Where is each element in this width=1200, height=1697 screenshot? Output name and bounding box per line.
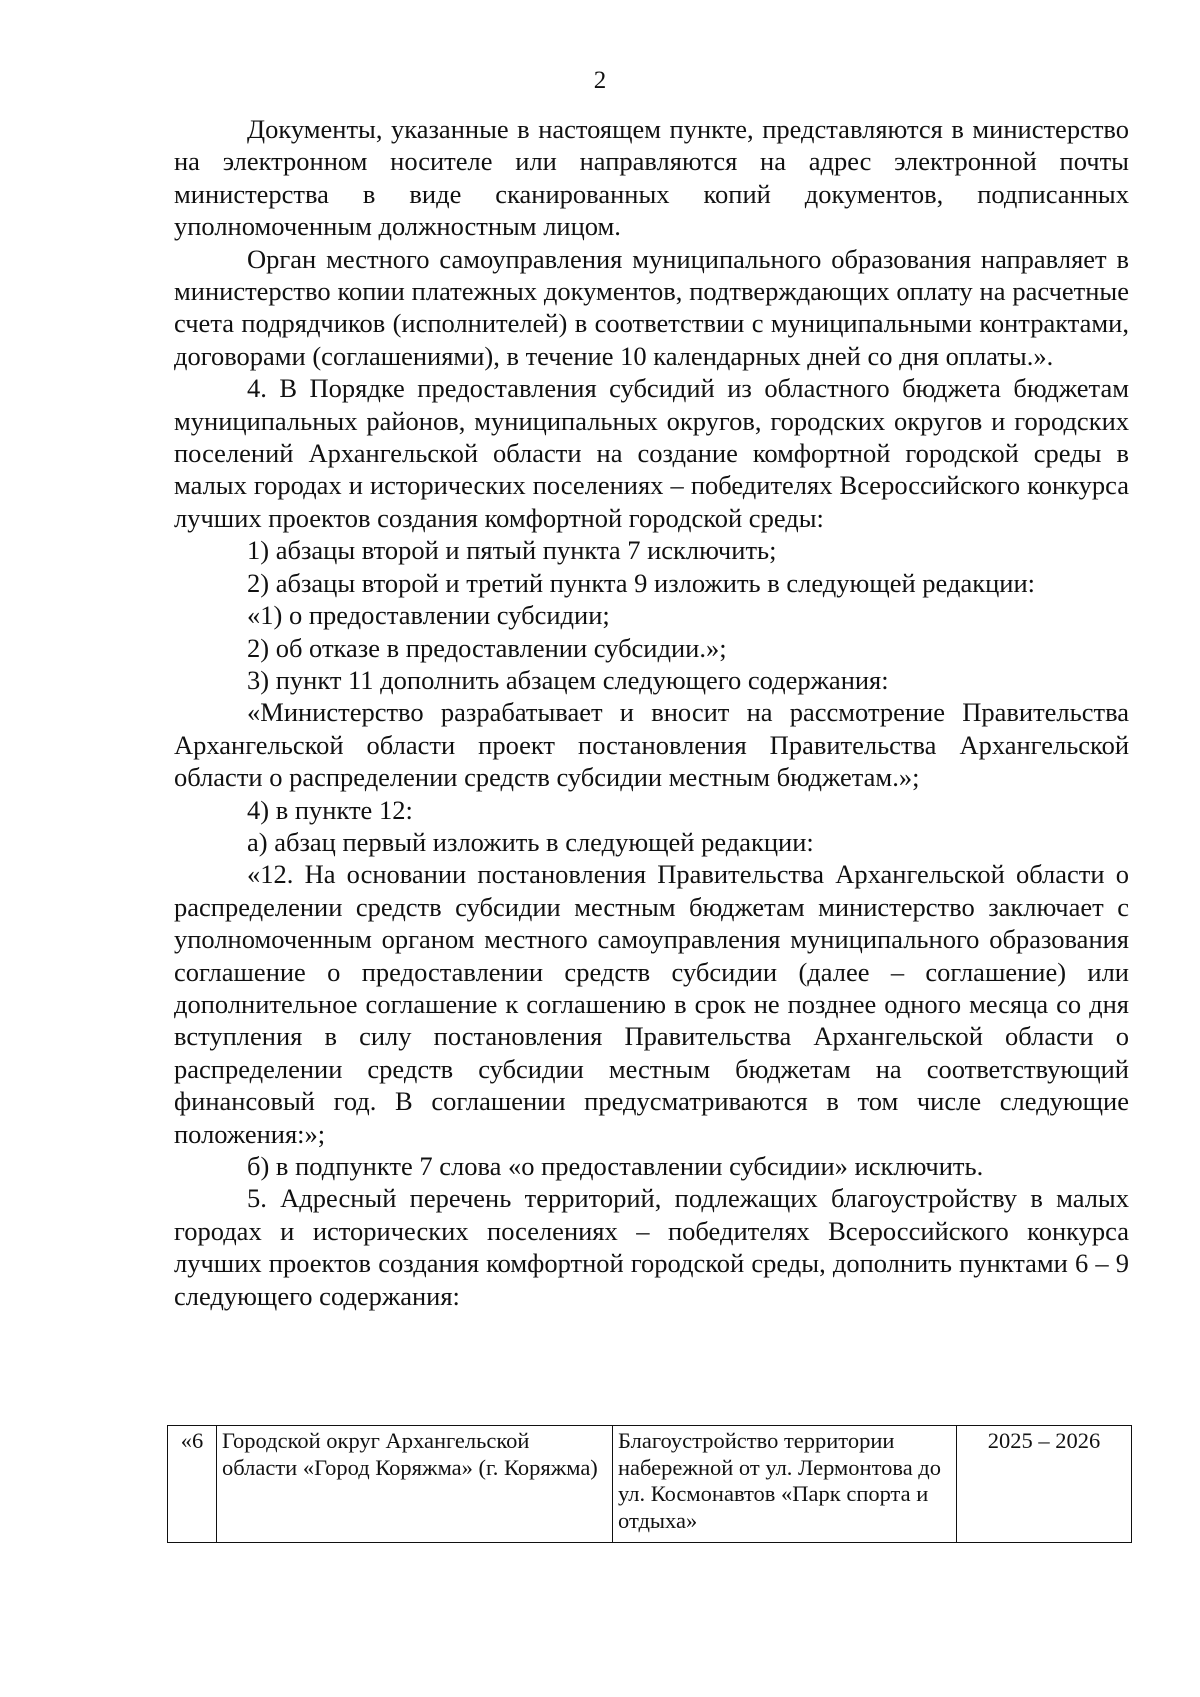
period-cell: 2025 – 2026 [957, 1426, 1132, 1543]
paragraph-subitem-4: 4) в пункте 12: [247, 794, 413, 825]
table-row [168, 1426, 1132, 1543]
paragraph-item-12: «12. На основании постановления Правительства Архангельской области о распределении средств субсидии местным бюджетам министерство заключает с уполномоченным органом местного самоуправления муниципального образования соглашение о предоставлении средств субсидии (далее – соглашение) или дополнительное соглашение к соглашению в срок не позднее одного месяца со дня вступления в силу постановления Правительства Архангельской области о распределении средств субсидии местным бюджетам на соответствующий финансовый год. В соглашении предусматриваются в том числе следующие положения:»; [174, 859, 1129, 1149]
paragraph-subitem-3: 3) пункт 11 дополнить абзацем следующего содержания: [247, 664, 889, 695]
paragraph-item-4: 4. В Порядке предоставления субсидий из областного бюджета бюджетам муниципальных районов, муниципальных округов, городских округов и городских поселений Архангельской области на создание комфортной городской среды в малых городах и исторических поселениях – победителях Всероссийского конкурса лучших проектов создания комфортной городской среды: [174, 373, 1129, 533]
paragraph-subitem-4b: б) в подпункте 7 слова «о предоставлении субсидии» исключить. [247, 1151, 984, 1181]
territory-list-table [167, 1425, 1132, 1543]
document-body [174, 113, 1129, 1312]
paragraph-quote-2: 2) об отказе в предоставлении субсидии.»; [247, 632, 727, 663]
paragraph-subitem-4a: а) абзац первый изложить в следующей редакции: [247, 826, 814, 857]
row-number-cell: «6 [168, 1426, 217, 1543]
paragraph-subitem-1: 1) абзацы второй и пятый пункта 7 исключить; [247, 535, 777, 566]
paragraph-item-5: 5. Адресный перечень территорий, подлежащих благоустройству в малых городах и исторических поселениях – победителях Всероссийского конкурса лучших проектов создания комфортной городской среды, дополнить пунктами 6 – 9 следующего содержания: [174, 1183, 1129, 1311]
paragraph-documents-submission: Документы, указанные в настоящем пункте, представляются в министерство на электронном носителе или направляются на адрес электронной почты министерства в виде сканированных копий документов, подписанных уполномоченным должностным лицом. [174, 114, 1129, 242]
municipality-cell: Городской округ Архангельской области «Город Коряжма» (г. Коряжма) [217, 1426, 613, 1543]
paragraph-ministry-develops: «Министерство разрабатывает и вносит на рассмотрение Правительства Архангельской области проект постановления Правительства Архангельской области о распределении средств субсидии местным бюджетам.»; [174, 697, 1129, 793]
paragraph-payment-documents: Орган местного самоуправления муниципального образования направляет в министерство копии платежных документов, подтверждающих оплату на расчетные счета подрядчиков (исполнителей) в соответствии с муниципальными контрактами, договорами (соглашениями), в течение 10 календарных дней со дня оплаты.». [174, 243, 1129, 371]
paragraph-subitem-2: 2) абзацы второй и третий пункта 9 изложить в следующей редакции: [247, 567, 1035, 598]
paragraph-quote-1: «1) о предоставлении субсидии; [247, 600, 610, 631]
page-number: 2 [593, 67, 607, 94]
project-cell: Благоустройство территории набережной от ул. Лермонтова до ул. Космонавтов «Парк спорта и отдыха» [613, 1426, 957, 1543]
